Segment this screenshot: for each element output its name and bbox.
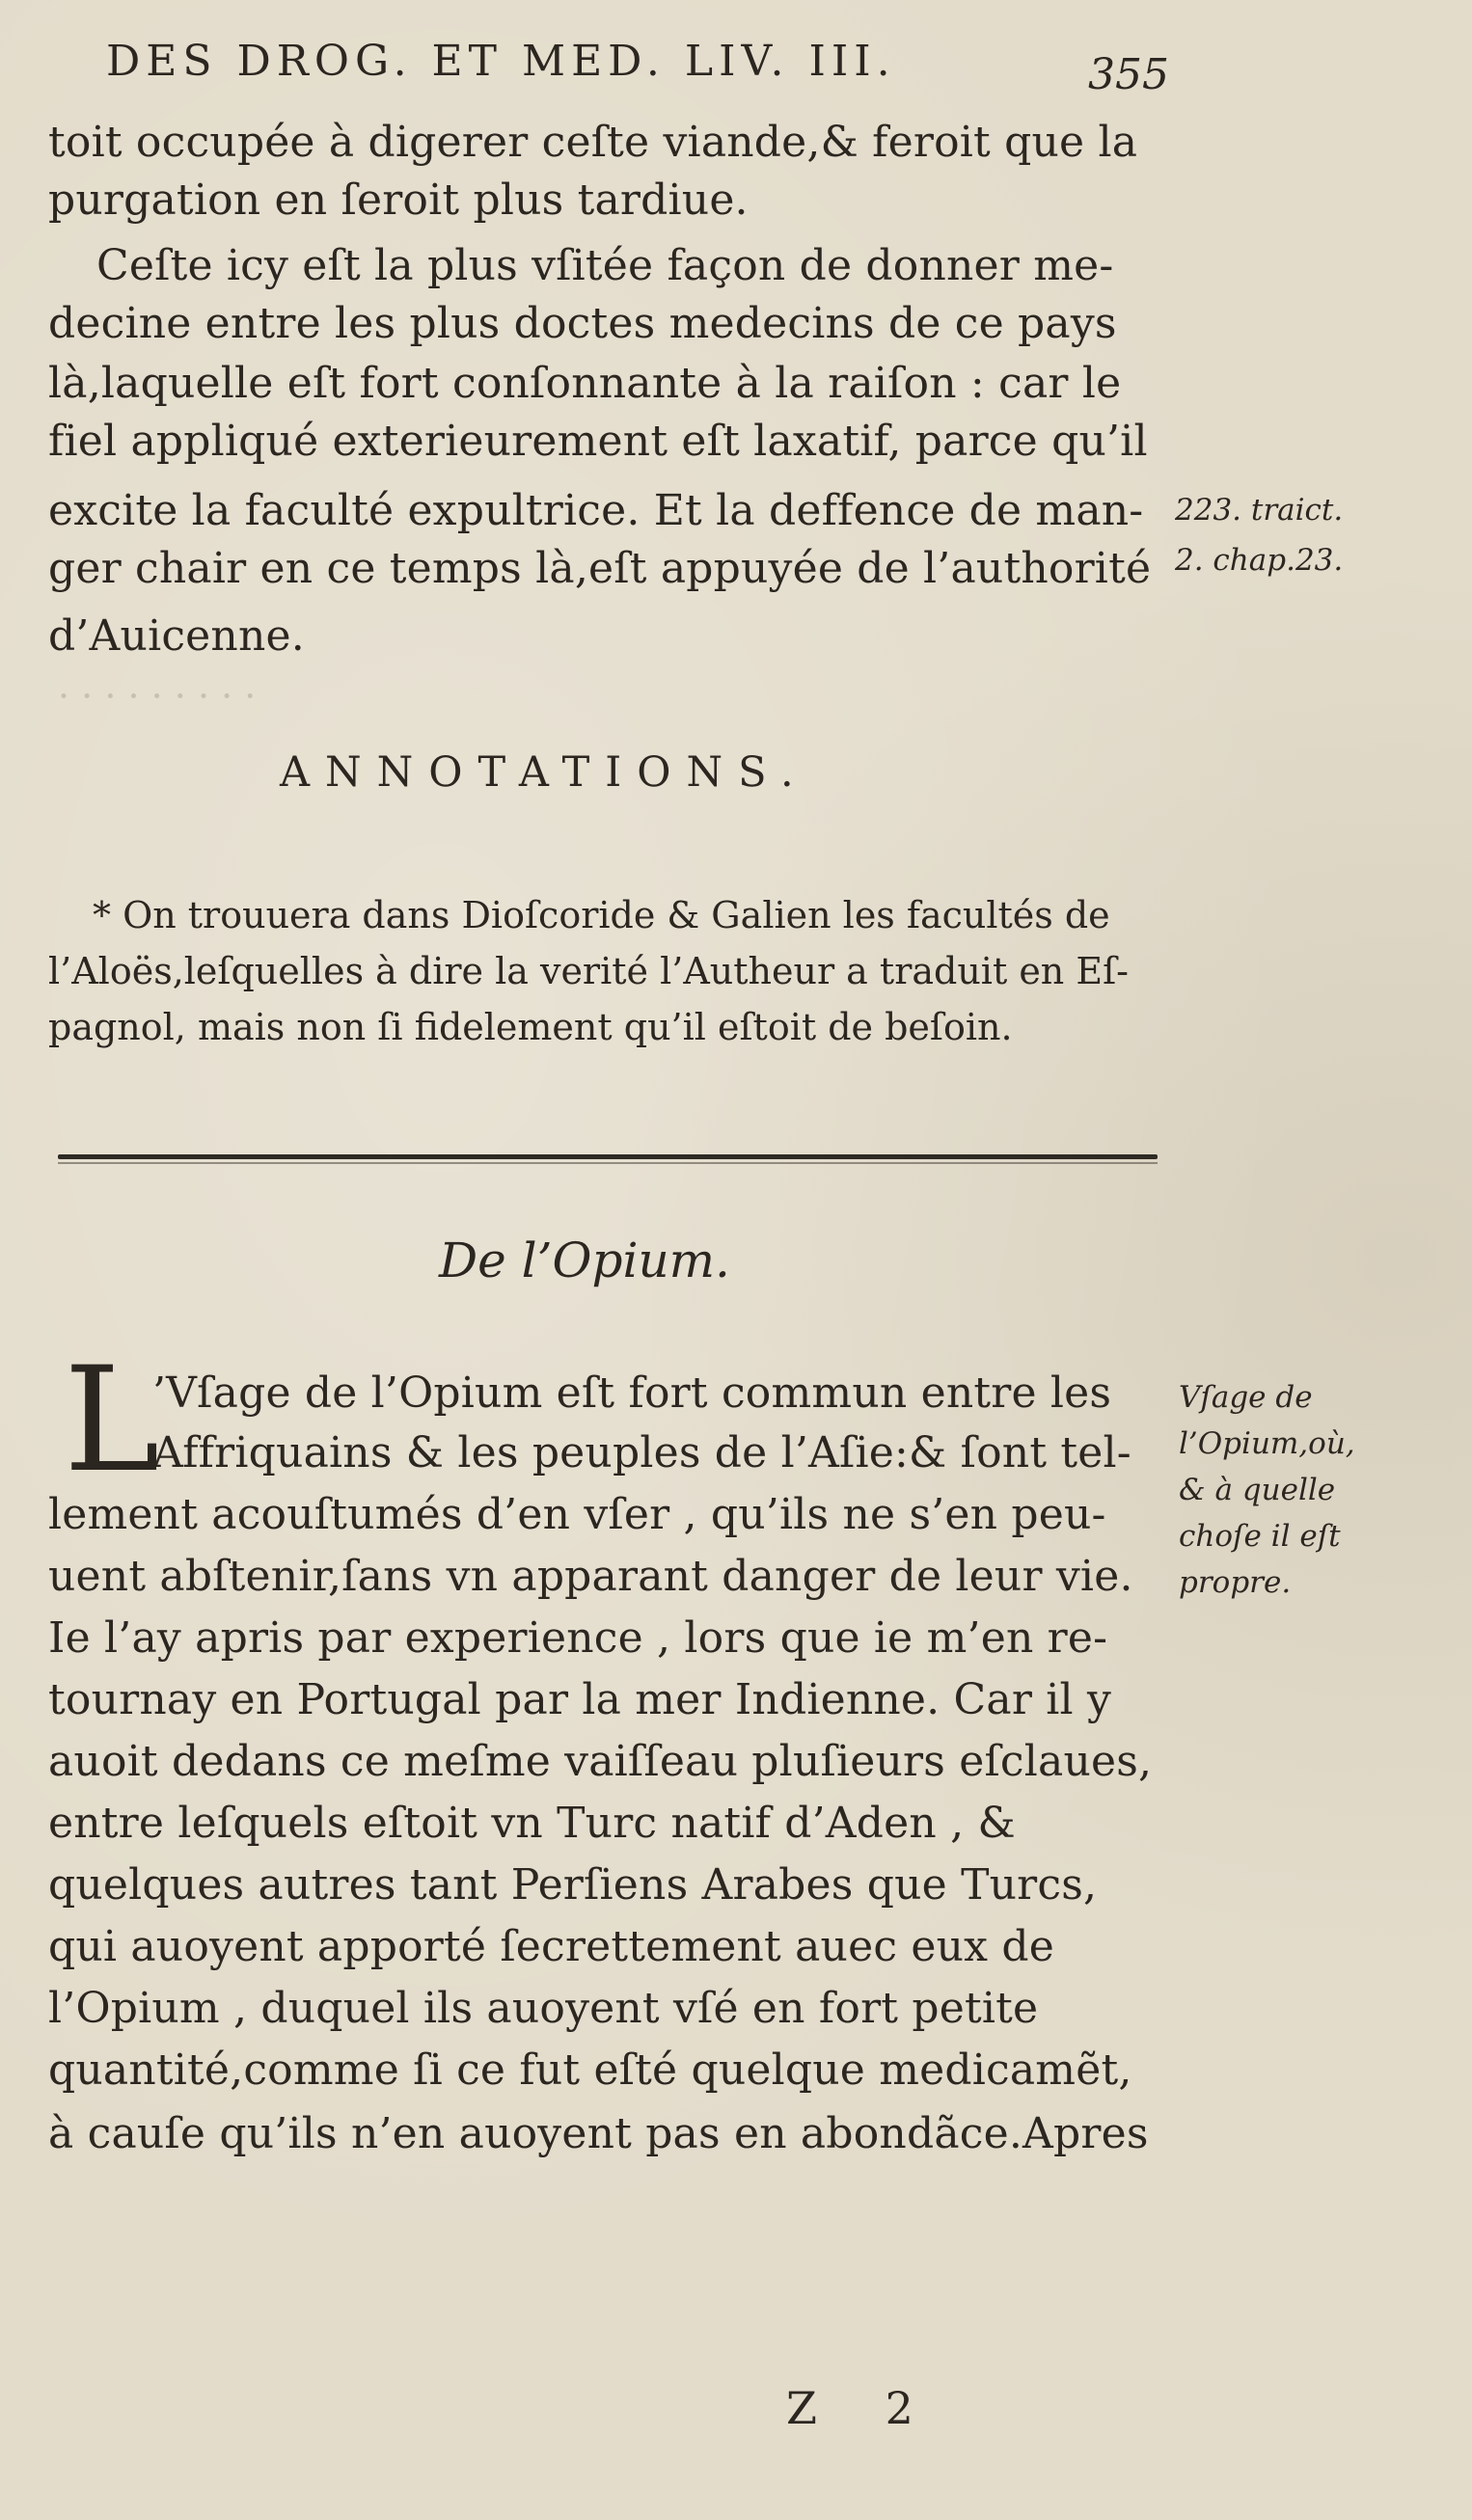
margin-reference: l’Opium,où, (1179, 1426, 1355, 1461)
page-number: 355 (1088, 50, 1169, 99)
text-line: à cauſe qu’ils n’en auoyent pas en abondãce.Apres (48, 2109, 1149, 2158)
section-title: De l’Opium. (439, 1233, 730, 1288)
text-line: ger chair en ce temps là,eſt appuyée de l’authorité (48, 544, 1152, 593)
annotation-line: pagnol, mais non ſi fidelement qu’il eſtoit de beſoin. (48, 1006, 1013, 1048)
text-line: uent abſtenir,ſans vn apparant danger de leur vie. (48, 1552, 1133, 1601)
margin-reference: Vſage de (1179, 1380, 1313, 1415)
text-line: purgation en ſeroit plus tardiue. (48, 176, 749, 225)
annotation-line: * On trouuera dans Dioſcoride & Galien les facultés de (93, 894, 1110, 936)
annotations-heading: ANNOTATIONS. (280, 748, 809, 797)
text-line: entre leſquels eſtoit vn Turc natif d’Aden , & (48, 1799, 1016, 1848)
drop-cap: L (64, 1337, 160, 1504)
horizontal-rule (58, 1154, 1158, 1159)
text-line: lement acouſtumés d’en vſer , qu’ils ne s’en peu- (48, 1490, 1106, 1539)
text-line: fiel appliqué exterieurement eſt laxatif, parce qu’il (48, 417, 1148, 466)
margin-reference: & à quelle (1179, 1473, 1336, 1507)
margin-reference: choſe il eſt (1179, 1519, 1341, 1554)
horizontal-rule-secondary (58, 1162, 1158, 1164)
margin-reference: 223. traict. (1175, 493, 1344, 528)
margin-reference: propre. (1179, 1565, 1292, 1600)
show-through-text: · · · · · · · · · (58, 675, 257, 718)
text-line: Affriquains & les peuples de l’Aſie:& ſont tel- (152, 1428, 1131, 1477)
signature-mark: Z 2 (786, 2382, 940, 2434)
text-line: d’Auicenne. (48, 611, 305, 661)
margin-reference: 2. chap.23. (1175, 543, 1344, 578)
text-line: auoit dedans ce meſme vaiſſeau pluſieurs eſclaues, (48, 1737, 1153, 1786)
text-line: quelques autres tant Perſiens Arabes que Turcs, (48, 1860, 1098, 1910)
text-line: tournay en Portugal par la mer Indienne. Car il y (48, 1675, 1112, 1724)
text-line: Ie l’ay apris par experience , lors que ie m’en re- (48, 1613, 1108, 1663)
text-line: là,laquelle eſt fort conſonnante à la raiſon : car le (48, 359, 1122, 408)
text-line: ’Vſage de l’Opium eſt fort commun entre les (152, 1368, 1112, 1418)
text-line: quantité,comme ſi ce fut eſté quelque medicamẽt, (48, 2046, 1132, 2095)
text-line: Ceſte icy eſt la plus vſitée façon de donner me- (96, 241, 1114, 290)
annotation-line: l’Aloës,leſquelles à dire la verité l’Autheur a traduit en Eſ- (48, 950, 1129, 992)
text-line: qui auoyent apporté ſecrettement auec eux de (48, 1922, 1054, 1971)
text-line: decine entre les plus doctes medecins de ce pays (48, 299, 1117, 348)
text-line: excite la faculté expultrice. Et la deffence de man- (48, 486, 1144, 535)
text-line: l’Opium , duquel ils auoyent vſé en fort petite (48, 1984, 1039, 2033)
running-head: DES DROG. ET MED. LIV. III. (106, 37, 896, 86)
text-line: toit occupée à digerer ceſte viande,& feroit que la (48, 118, 1138, 167)
